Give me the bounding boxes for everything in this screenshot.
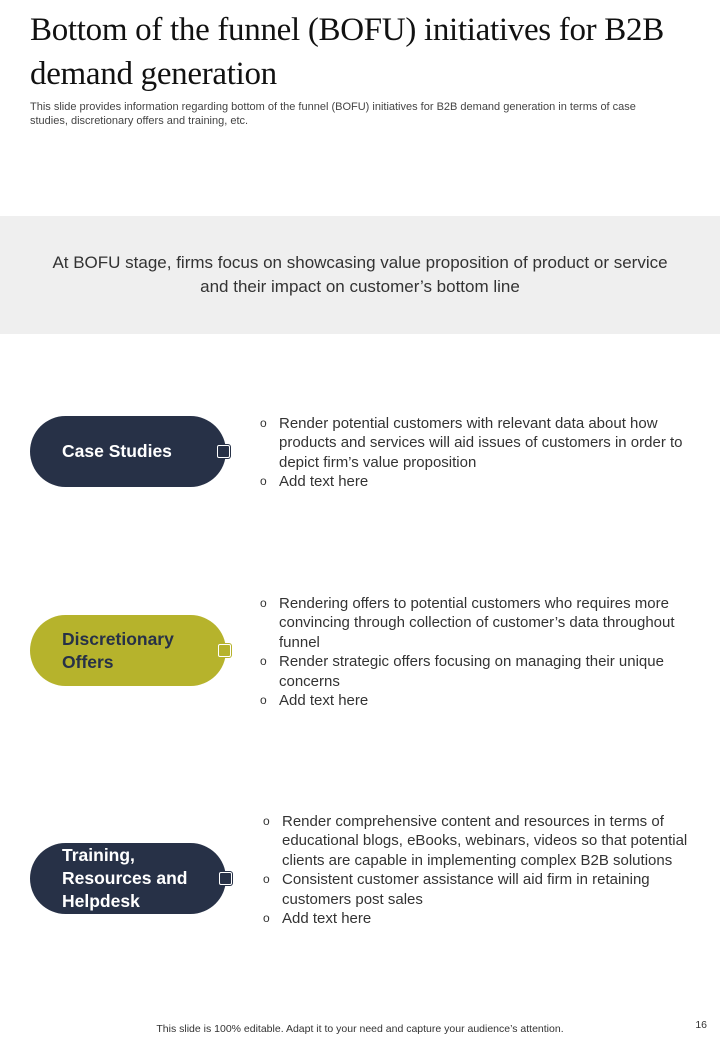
bullet-marker: o xyxy=(260,654,267,669)
bullet-marker: o xyxy=(260,693,267,708)
case-studies-connector xyxy=(217,445,230,458)
bullet-marker: o xyxy=(263,872,270,887)
footer-note: This slide is 100% editable. Adapt it to your need and capture your audience’s attention. xyxy=(156,1023,564,1035)
list-item: o Render strategic offers focusing on managing their unique concerns xyxy=(260,653,664,690)
list-item: o Render potential customers with relevant data about how products and services will aid issues of customers in order to depict firm’s value proposition xyxy=(260,415,683,471)
training-resources-helpdesk-connector xyxy=(219,872,232,885)
case-studies-pill xyxy=(30,416,226,487)
training-resources-helpdesk-label: Training, Resources and Helpdesk xyxy=(62,845,188,911)
page-number: 16 xyxy=(695,1019,707,1031)
slide-subtitle: This slide provides information regarding bottom of the funnel (BOFU) initiatives for B2B demand generation in terms of case studies, discretionary offers and training, etc. xyxy=(30,101,636,127)
bullet-marker: o xyxy=(260,416,267,430)
discretionary-offers-connector xyxy=(218,644,231,657)
summary-banner xyxy=(0,216,720,334)
case-studies-bullets xyxy=(258,414,698,492)
list-item: o Add text here xyxy=(260,692,369,710)
training-resources-helpdesk-bullets xyxy=(261,812,701,928)
list-item: o Add text here xyxy=(263,910,372,928)
discretionary-offers-label: Discretionary Offers xyxy=(62,628,174,672)
list-item: o Consistent customer assistance will aid firm in retaining customers post sales xyxy=(263,871,650,908)
case-studies-label: Case Studies xyxy=(62,441,172,461)
bullet-marker: o xyxy=(263,814,270,828)
list-item: o Add text here xyxy=(260,473,369,491)
bullet-marker: o xyxy=(260,596,267,610)
discretionary-offers-bullets xyxy=(258,594,698,710)
training-resources-helpdesk-pill xyxy=(30,843,226,914)
list-item: o Rendering offers to potential customers who requires more convincing through collection of customer’s data throughout funnel xyxy=(260,595,675,651)
list-item: o Render comprehensive content and resources in terms of educational blogs, eBooks, webinars, videos so that potential clients are capable in implementing complex B2B solutions xyxy=(263,813,688,869)
bullet-marker: o xyxy=(263,911,270,926)
banner-text: At BOFU stage, firms focus on showcasing value proposition of product or service and their impact on customer’s bottom line xyxy=(52,253,668,296)
bullet-marker: o xyxy=(260,474,267,489)
slide-title: Bottom of the funnel (BOFU) initiatives for B2B demand generation xyxy=(30,12,664,92)
discretionary-offers-pill xyxy=(30,615,226,686)
